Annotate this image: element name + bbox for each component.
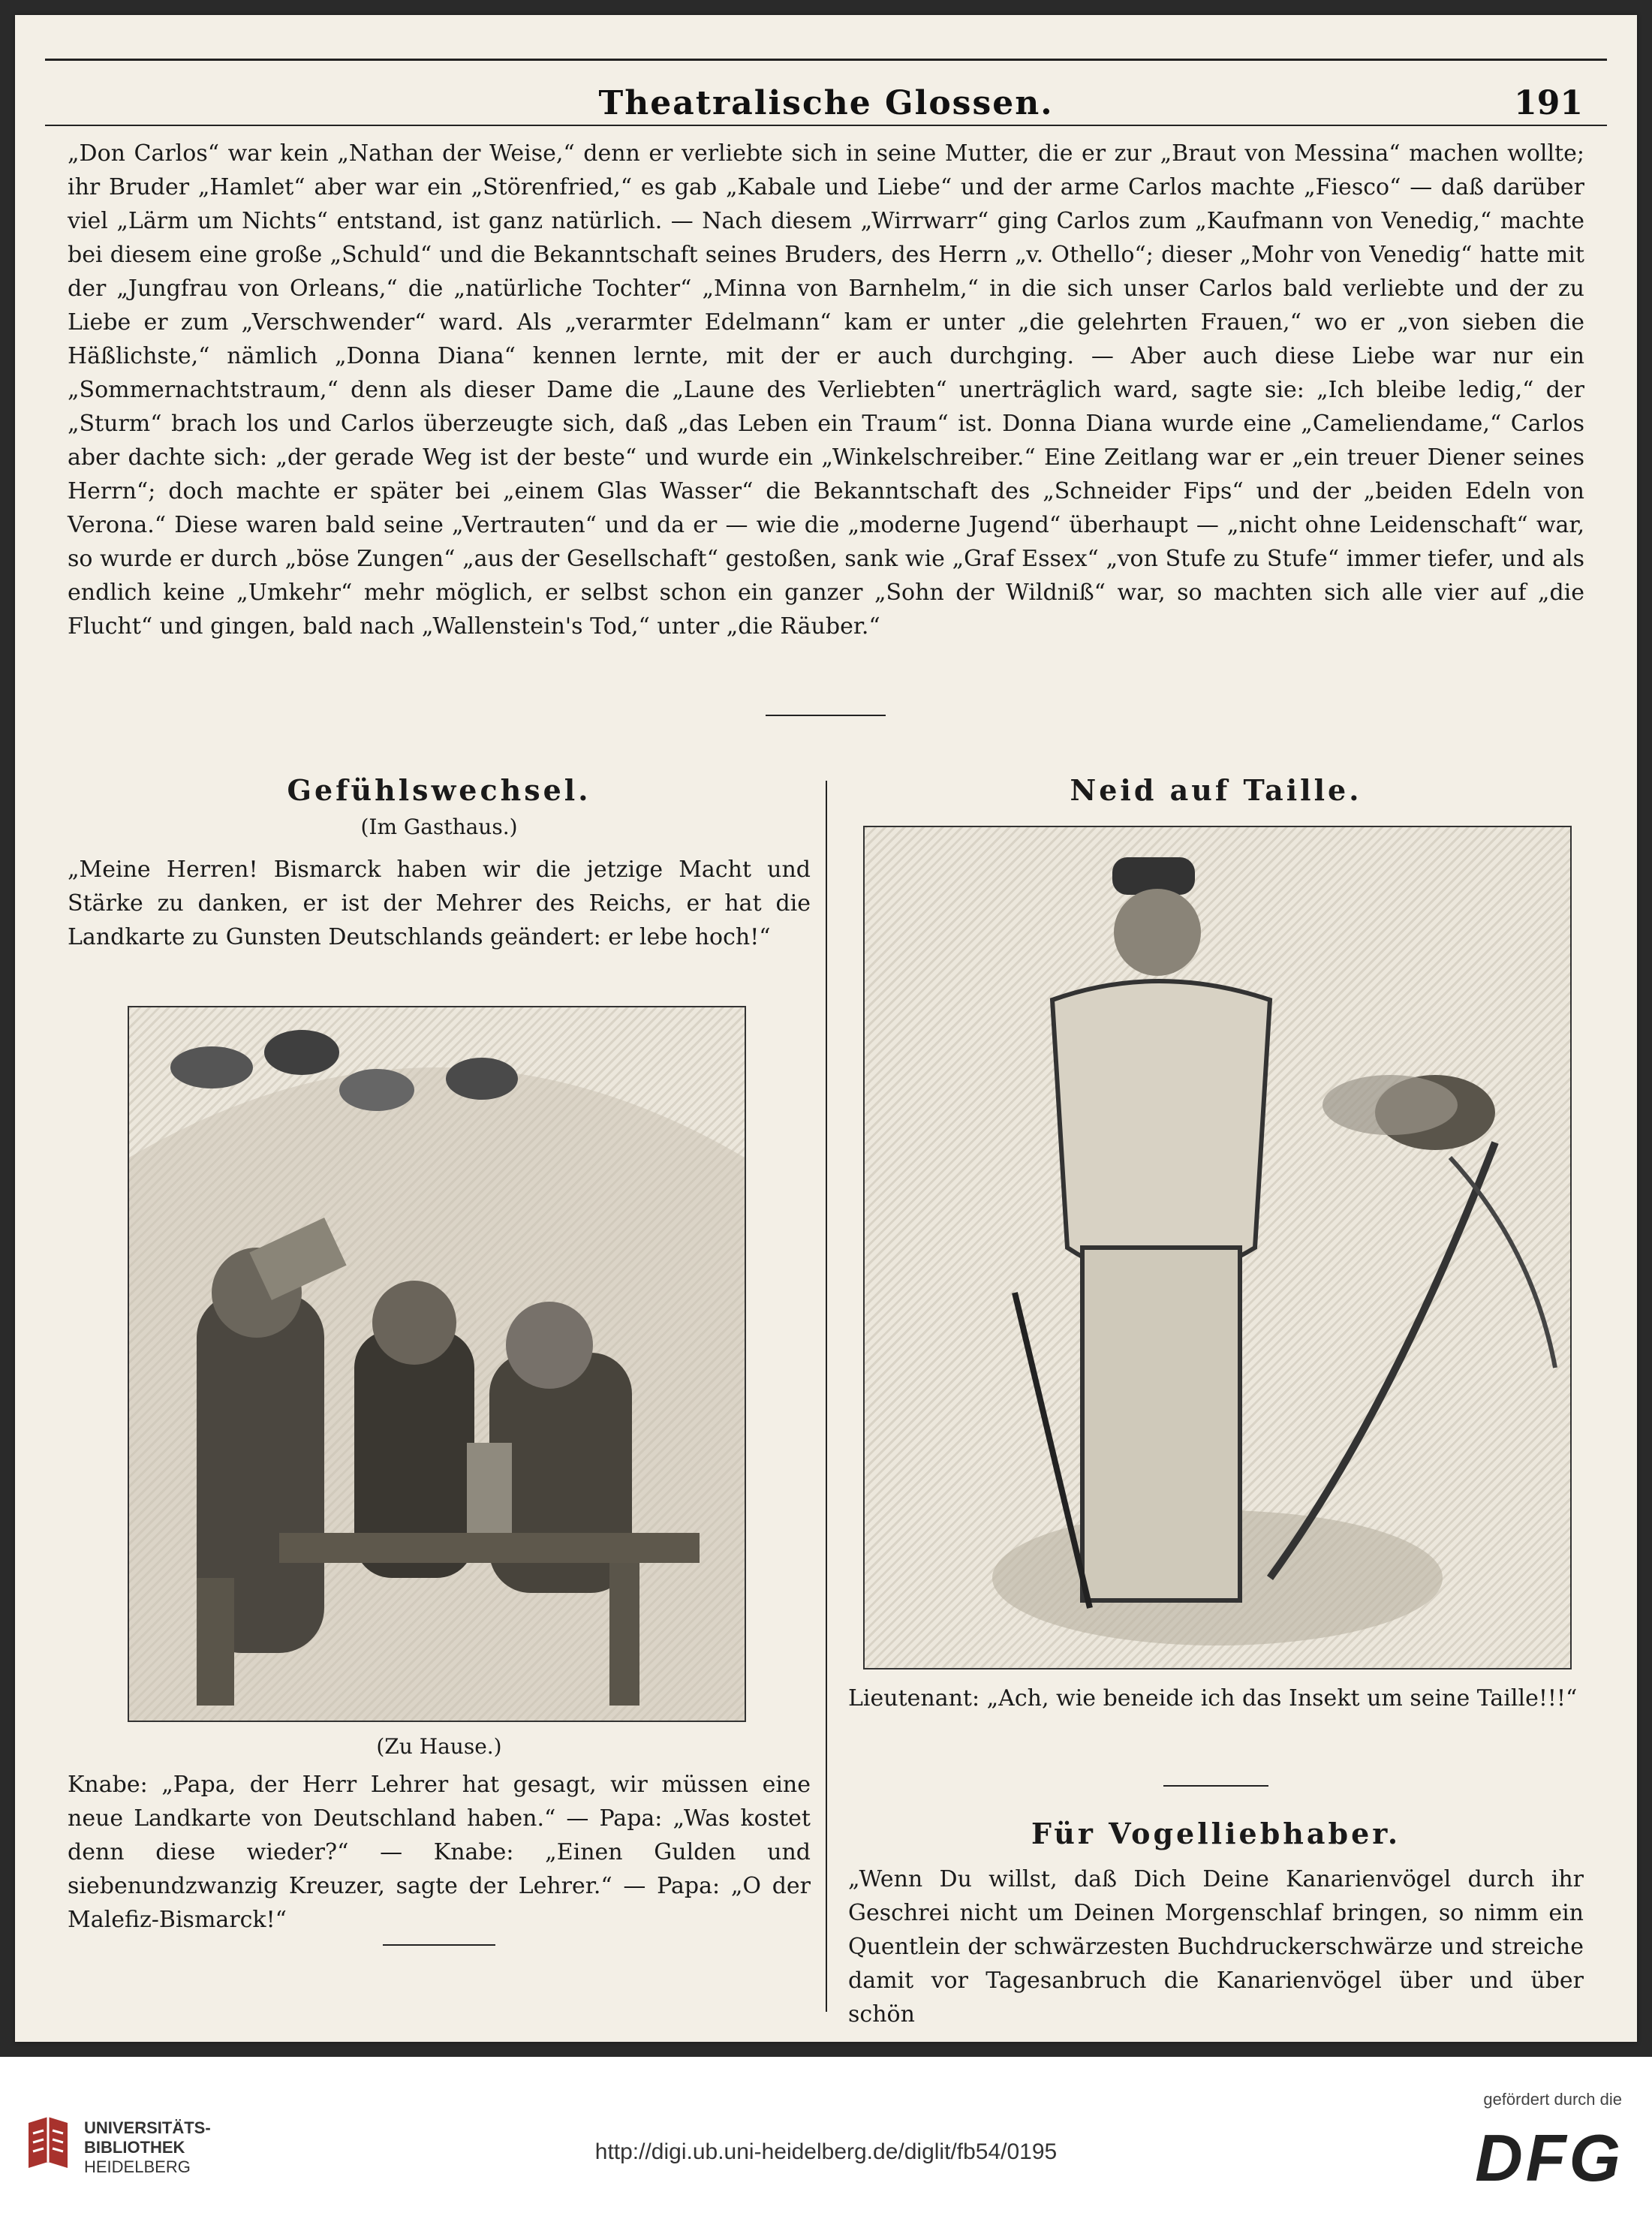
left-section-subtitle: (Im Gasthaus.) xyxy=(360,814,518,839)
main-article xyxy=(68,137,1584,643)
right-section2-text: „Wenn Du willst, daß Dich Deine Kanarienvögel durch ihr Geschrei nicht um Deinen Morgenschlaf bringen, so nimm ein Quentlein der schwärzesten Buchdruckerschwärze und streiche damit vor Tagesanbruch die Kanarienvögel über und über schön xyxy=(848,1866,1584,2028)
footer-url-container xyxy=(0,2139,1652,2165)
tavern-caption: (Zu Hause.) xyxy=(376,1734,502,1759)
funded-by-label: gefördert durch die xyxy=(1483,2090,1622,2109)
left-end-divider xyxy=(383,1944,495,1946)
left-section-dialogue: Knabe: „Papa, der Herr Lehrer hat gesagt, wir müssen eine neue Landkarte von Deutschland haben.“ — Papa: „Was kostet denn diese wieder?“ — Knabe: „Einen Gulden und siebenundzwanzig Kreuzer, sagte der Lehrer.“ — Papa: „O der Malefiz-Bismarck!“ xyxy=(68,1772,811,1933)
right-column-section2 xyxy=(848,1817,1584,2031)
section-divider xyxy=(766,715,886,716)
dfg-logo: DFG xyxy=(1475,2121,1623,2195)
library-name-line1: UNIVERSITÄTS- xyxy=(84,2118,211,2137)
right-column-lower xyxy=(848,1682,1584,1715)
lieutenant-caption: Lieutenant: „Ach, wie beneide ich das Insekt um seine Taille!!!“ xyxy=(848,1685,1578,1712)
main-article-text: „Don Carlos“ war kein „Nathan der Weise,“ denn er verliebte sich in seine Mutter, die er zur „Braut von Messina“ machen wollte; ihr Bruder „Hamlet“ aber war ein „Störenfried,“ es gab „Kabale und Liebe“ und der arme Carlos machte „Fiesco“ — daß darüber viel „Lärm um Nichts“ entstand, ist ganz natürlich. — Nach diesem „Wirrwarr“ ging Carlos zum „Kaufmann von Venedig,“ machte bei diesem eine große „Schuld“ und die Bekanntschaft seines Bruders, des Herrn „v. Othello“; dieser „Mohr von Venedig“ hatte mit der „Jungfrau von Orleans,“ die „natürliche Tochter“ „Minna von Barnhelm,“ in die sich unser Carlos bald verliebte und der zu Liebe er zum „Verschwender“ ward. Als „verarmter Edelmann“ kam er unter „die gelehrten Frauen,“ wo er „von sieben die Häßlichste,“ nämlich „Donna Diana“ kennen lernte, mit der er auch durchging. — Aber auch diese Liebe war nur ein „Sommernachtstraum,“ denn als dieser Dame die „Laune des Verliebten“ unerträglich ward, sagte sie: „Ich bleibe ledig,“ der „Sturm“ brach los und Carlos überzeugte sich, daß „das Leben ein Traum“ ist. Donna Diana wurde eine „Cameliendame,“ Carlos aber dachte sich: „der gerade Weg ist der beste“ und wurde ein „Winkelschreiber.“ Eine Zeitlang war er „ein treuer Diener seines Herrn“; doch machte er später bei „einem Glas Wasser“ die Bekanntschaft des „Schneider Fips“ und der „beiden Edeln von Verona.“ Diese waren bald seine „Vertrauten“ und da er — wie die „moderne Jugend“ überhaupt — „nicht ohne Leidenschaft“ war, so wurde er durch „böse Zungen“ „aus der Gesellschaft“ gestoßen, sank wie „Graf Essex“ „von Stufe zu Stufe“ immer tiefer, und als endlich keine „Umkehr“ mehr möglich, er selbst schon ein ganzer „Sohn der Wildniß“ war, so machten sich alle vier auf „die Flucht“ und gingen, bald nach „Wallenstein's Tod,“ unter „die Räuber.“ xyxy=(68,140,1584,640)
newspaper-page xyxy=(15,15,1637,2042)
left-column xyxy=(68,773,811,954)
left-section-quote: „Meine Herren! Bismarck haben wir die jetzige Macht und Stärke zu danken, er ist der Mehrer des Reichs, er hat die Landkarte zu Gunsten Deutschlands geändert: er lebe hoch!“ xyxy=(68,857,811,950)
viewer-footer xyxy=(0,2057,1652,2240)
page-header-title: Theatralische Glossen. xyxy=(598,84,1054,122)
right-column xyxy=(848,773,1584,807)
left-column-lower xyxy=(68,1734,811,1937)
right-section-divider xyxy=(1163,1785,1268,1787)
library-name-line2: BIBLIOTHEK xyxy=(84,2138,185,2157)
left-section-title: Gefühlswechsel. xyxy=(287,773,591,807)
lieutenant-scene-sketch xyxy=(865,827,1570,1668)
page-number: 191 xyxy=(1514,84,1583,122)
header-rule-top xyxy=(45,59,1607,61)
right-section2-title: Für Vogelliebhaber. xyxy=(1031,1817,1401,1850)
right-section-title: Neid auf Taille. xyxy=(1070,773,1362,807)
tavern-illustration xyxy=(128,1006,746,1722)
library-name-line3: HEIDELBERG xyxy=(84,2157,191,2176)
lieutenant-illustration xyxy=(863,826,1572,1669)
permalink-url[interactable]: http://digi.ub.uni-heidelberg.de/diglit/fb54/0195 xyxy=(594,2139,1058,2164)
column-separator xyxy=(826,781,827,2012)
tavern-scene-sketch xyxy=(129,1007,745,1721)
header-rule-bottom xyxy=(45,125,1607,126)
